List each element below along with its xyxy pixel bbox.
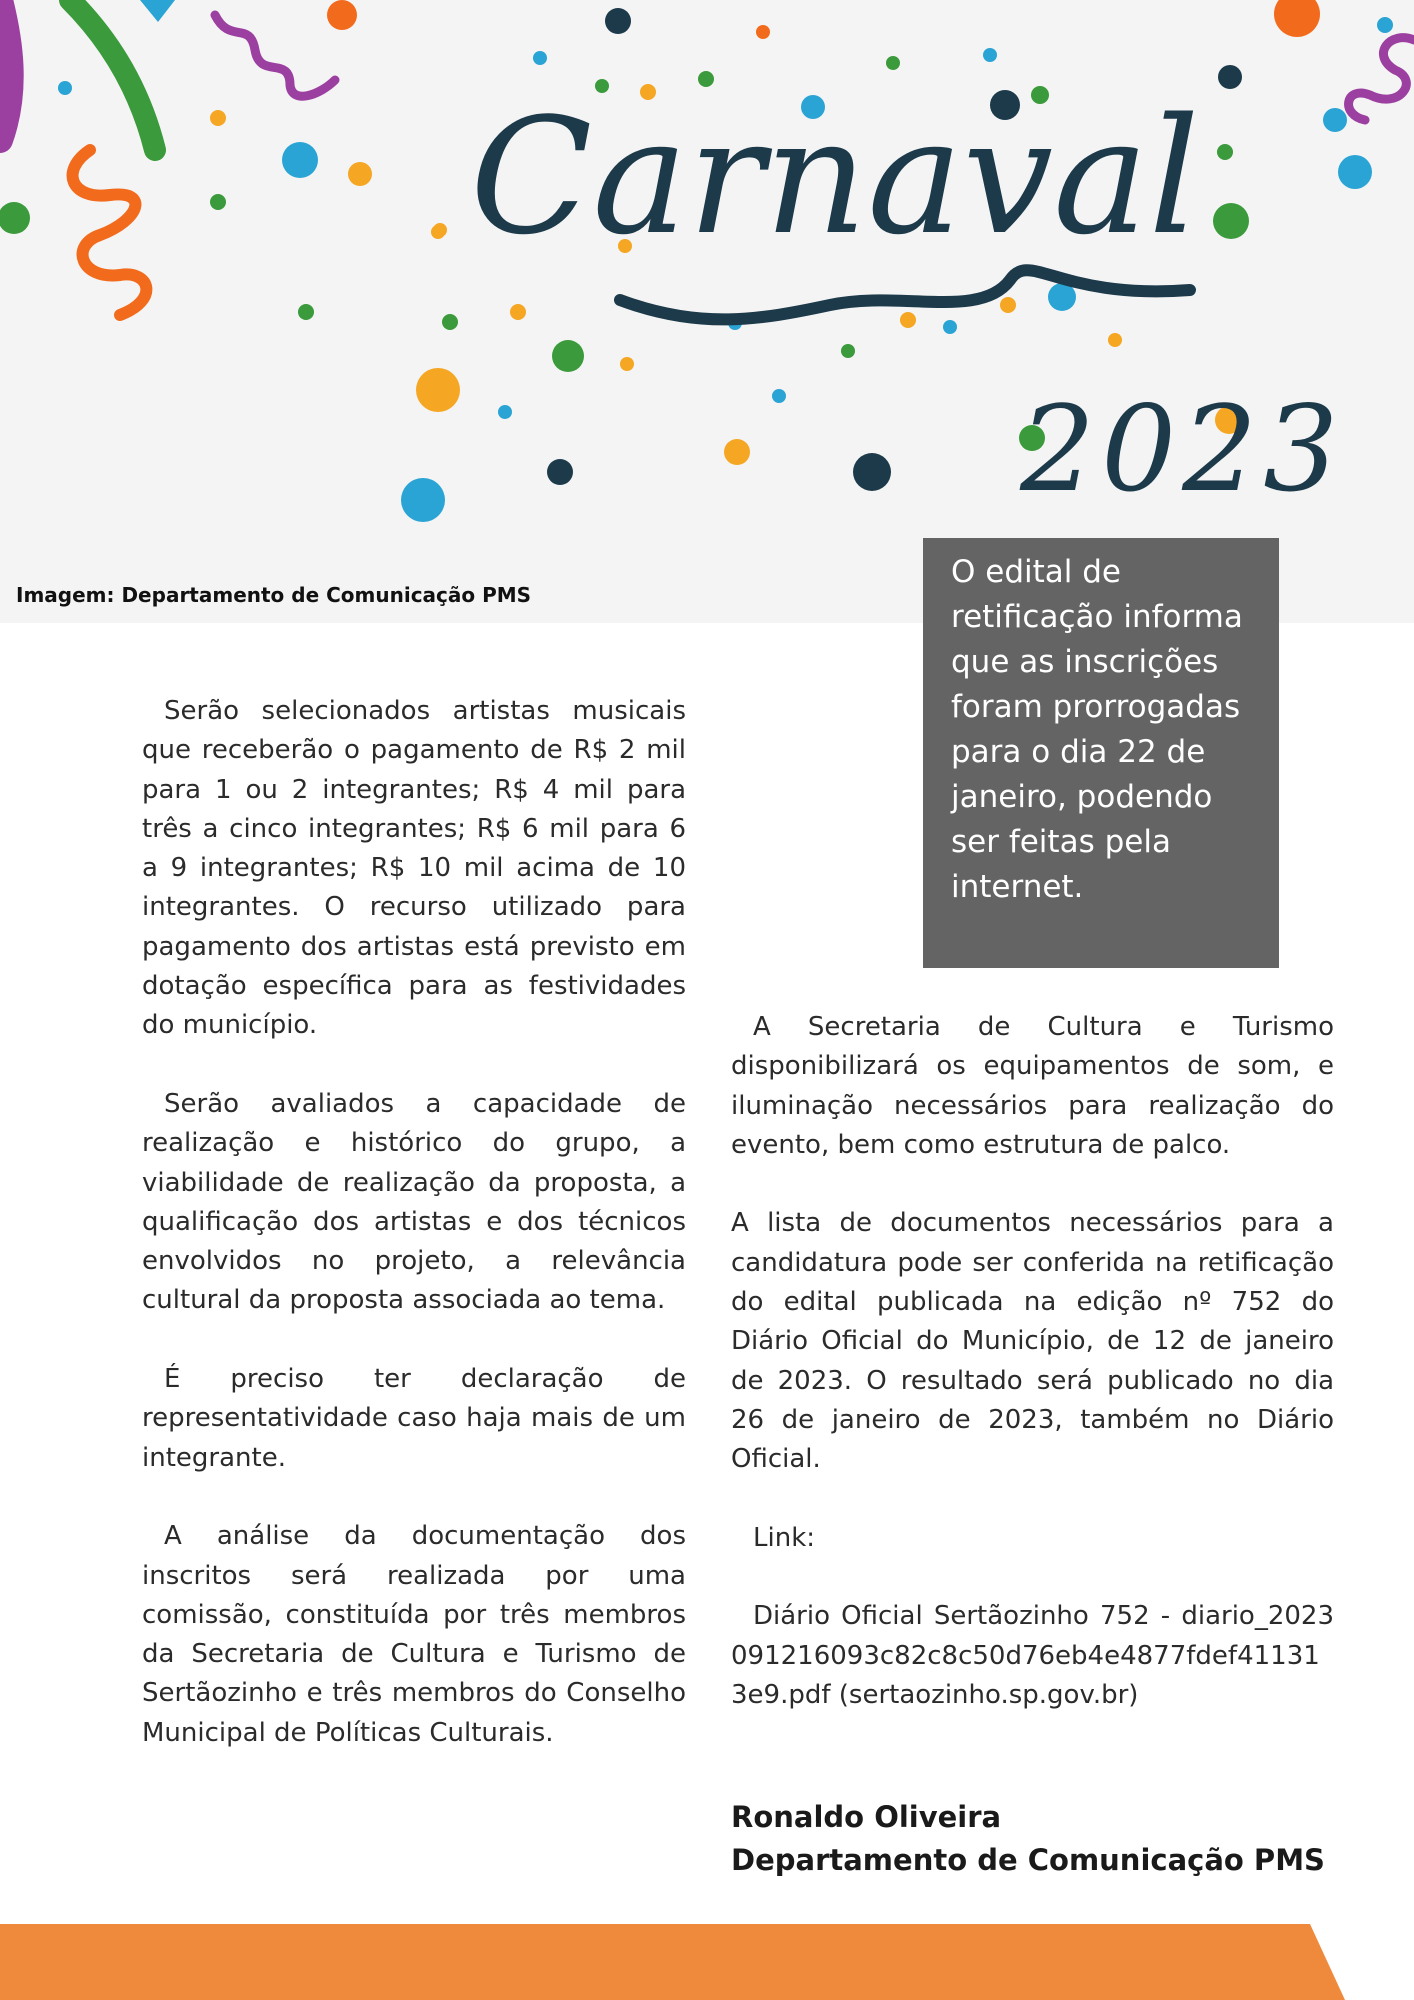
- author-name: Ronaldo Oliveira: [731, 1800, 1002, 1834]
- blue-streamer: [140, 0, 175, 22]
- link-label: Link:: [753, 1522, 816, 1553]
- image-credit: Imagem: Departamento de Comunicação PMS: [16, 583, 532, 607]
- highlight-callout: [923, 538, 1279, 968]
- diario-oficial-link[interactable]: Diário Oficial Sertãozinho 752 - diario_2023091216093c82c8c50d76eb4e4877fdef411313e9.pdf (sertaozinho.sp.gov.br): [731, 1601, 1334, 1711]
- left-column: [142, 692, 686, 1792]
- paragraph: A Secretaria de Cultura e Turismo disponibilizará os equipamentos de som, e iluminação necessários para realização do evento, bem como estrutura de palco.: [731, 1012, 1334, 1160]
- paragraph: Serão avaliados a capacidade de realização e histórico do grupo, a viabilidade de realização da proposta, a qualificação dos artistas e dos técnicos envolvidos no projeto, a relevância cultural da proposta associada ao tema.: [142, 1088, 686, 1316]
- header-banner: [0, 0, 1414, 623]
- purple-curl-right: [1349, 38, 1414, 120]
- paragraph: A análise da documentação dos inscritos será realizada por uma comissão, constituída por três membros da Secretaria de Cultura e Turismo de Sertãozinho e três membros do Conselho Municipal de Políticas Culturais.: [142, 1521, 686, 1748]
- year-title: 2023: [1020, 380, 1345, 518]
- purple-streamer: [0, 0, 11, 140]
- orange-curl: [73, 150, 147, 315]
- paragraph: A lista de documentos necessários para a candidatura pode ser conferida na retificação do edital publicada na edição nº 752 do Diário Oficial do Município, de 12 de janeiro de 2023. O resultado será publicado no dia 26 de janeiro de 2023, também no Diário Oficial.: [731, 1208, 1334, 1475]
- carnaval-illustration: [0, 0, 1414, 623]
- paragraph: É preciso ter declaração de representatividade caso haja mais de um integrante.: [142, 1364, 686, 1473]
- callout-text: O edital de retificação informa que as inscrições foram prorrogadas para o dia 22 de janeiro, podendo ser feitas pela internet.: [951, 554, 1243, 905]
- green-streamer: [70, 0, 155, 150]
- title-swash: [620, 270, 1190, 319]
- signature: [731, 1796, 1325, 1882]
- paragraph: Serão selecionados artistas musicais que receberão o pagamento de R$ 2 mil para 1 ou 2 integrantes; R$ 4 mil para três a cinco integrantes; R$ 6 mil para 6 a 9 integrantes; R$ 10 mil acima de 10 integrantes. O recurso utilizado para pagamento dos artistas está previsto em dotação específica para as festividades do município.: [142, 696, 686, 1041]
- right-column: [731, 1008, 1334, 1755]
- author-department: Departamento de Comunicação PMS: [731, 1843, 1325, 1877]
- footer-bar: [0, 1924, 1414, 2000]
- carnaval-title: Carnaval: [470, 83, 1200, 270]
- footer-orange-band: [0, 1924, 1345, 2000]
- purple-curl: [215, 15, 335, 96]
